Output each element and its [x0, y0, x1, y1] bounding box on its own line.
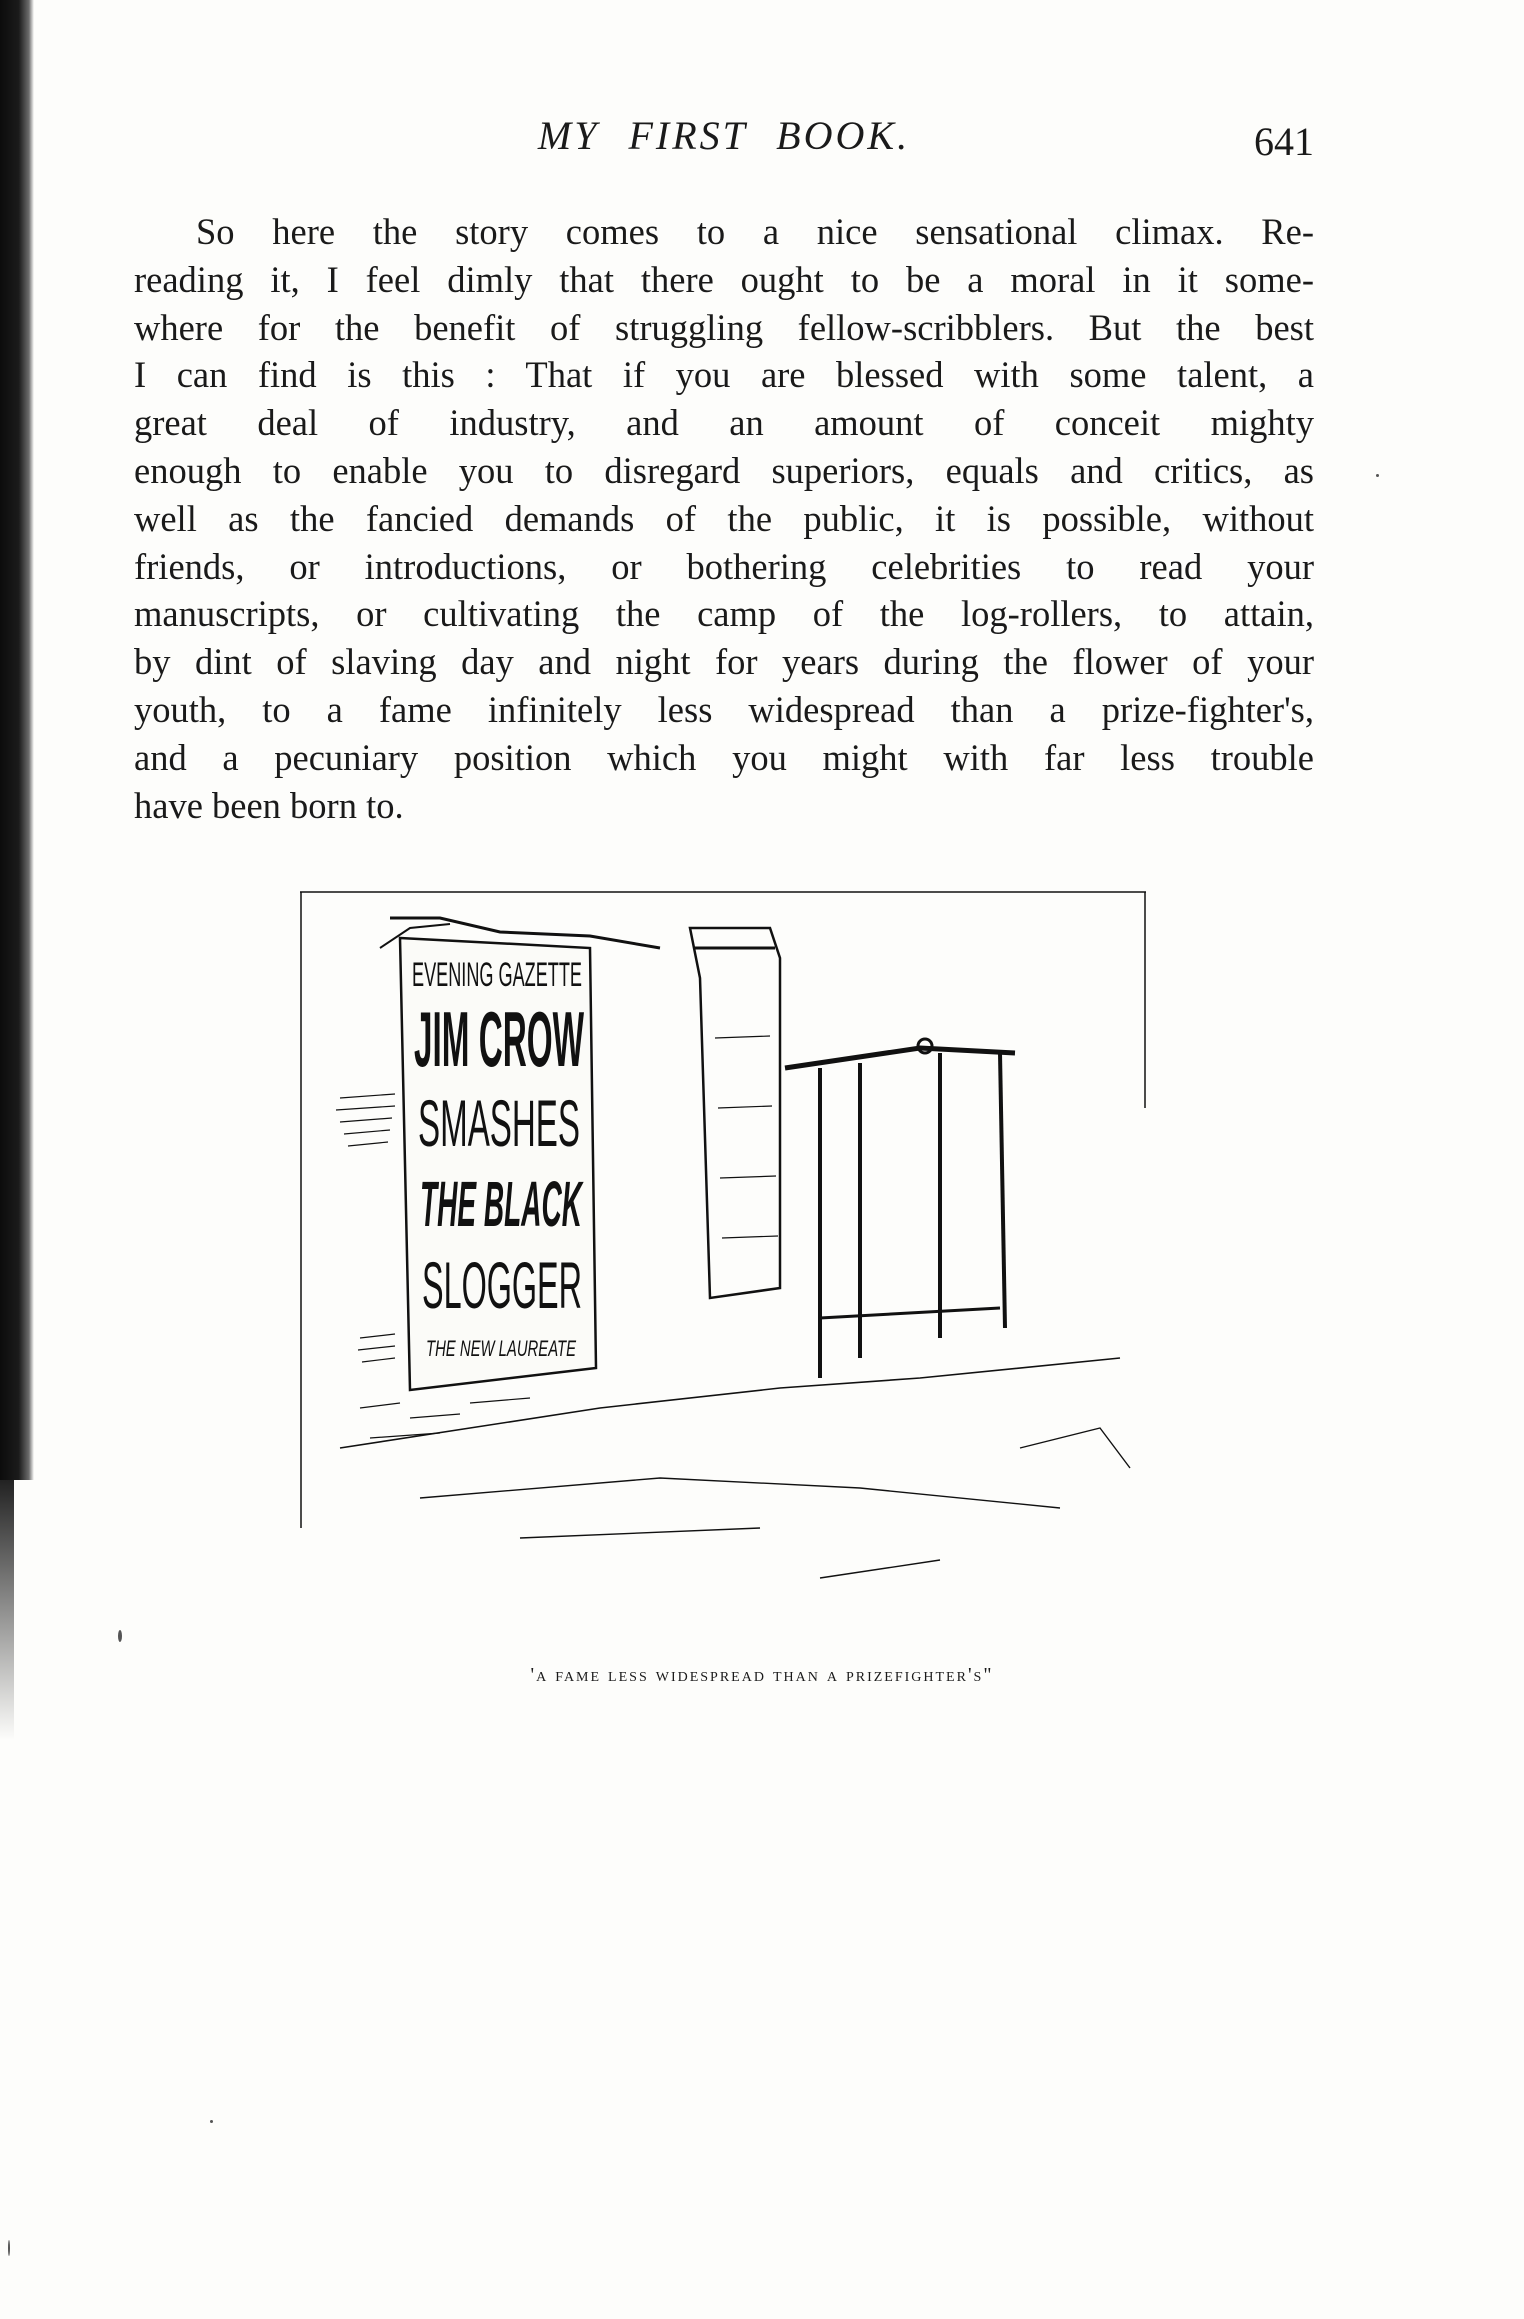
- print-speck: [210, 2120, 213, 2123]
- book-spine-shadow: [0, 0, 34, 1480]
- text-line: reading it, I feel dimly that there ought to be a moral in it some-: [134, 258, 1314, 300]
- text-line: youth, to a fame infinitely less widespread than a prize-fighter's,: [134, 688, 1314, 730]
- book-spine-fade: [0, 1480, 14, 1740]
- text-line: manuscripts, or cultivating the camp of the log-rollers, to attain,: [134, 593, 1314, 635]
- text-line: enough to enable you to disregard superiors, equals and critics, as: [134, 449, 1314, 491]
- text-line: by dint of slaving day and night for years during the flower of your: [134, 641, 1314, 683]
- page-number: 641: [1254, 119, 1314, 164]
- illustration: [300, 888, 1146, 1618]
- poster-masthead: EVENING GAZETTE: [412, 956, 582, 994]
- poster-on-wall-drawing: [300, 888, 1146, 1618]
- text-line: have been born to.: [134, 784, 404, 826]
- body-paragraph: [134, 208, 1314, 829]
- figure-caption: 'a fame less widespread than a prizefighter's": [530, 1664, 994, 1686]
- print-speck: [118, 1630, 122, 1642]
- text-line: I can find is this : That if you are blessed with some talent, a: [134, 354, 1314, 396]
- text-line: and a pecuniary position which you might with far less trouble: [134, 736, 1314, 778]
- poster-headline-3: THE BLACK: [420, 1168, 585, 1240]
- poster-headline-1: JIM CROW: [414, 995, 585, 1083]
- poster-headline-2: SMASHES: [418, 1086, 580, 1160]
- text-line: great deal of industry, and an amount of conceit mighty: [134, 402, 1314, 444]
- running-title: MY FIRST BOOK.: [537, 113, 911, 158]
- text-line: So here the story comes to a nice sensational climax. Re-: [196, 211, 1314, 252]
- text-line: where for the benefit of struggling fellow-scribblers. But the best: [134, 306, 1314, 348]
- text-line: friends, or introductions, or bothering celebrities to read your: [134, 545, 1314, 587]
- print-speck: [8, 2240, 10, 2256]
- text-line: well as the fancied demands of the public, it is possible, without: [134, 497, 1314, 539]
- poster-headline-4: SLOGGER: [422, 1248, 582, 1322]
- poster-footer: THE NEW LAUREATE: [426, 1336, 577, 1361]
- page-header: [134, 112, 1314, 172]
- print-speck: [1376, 474, 1379, 477]
